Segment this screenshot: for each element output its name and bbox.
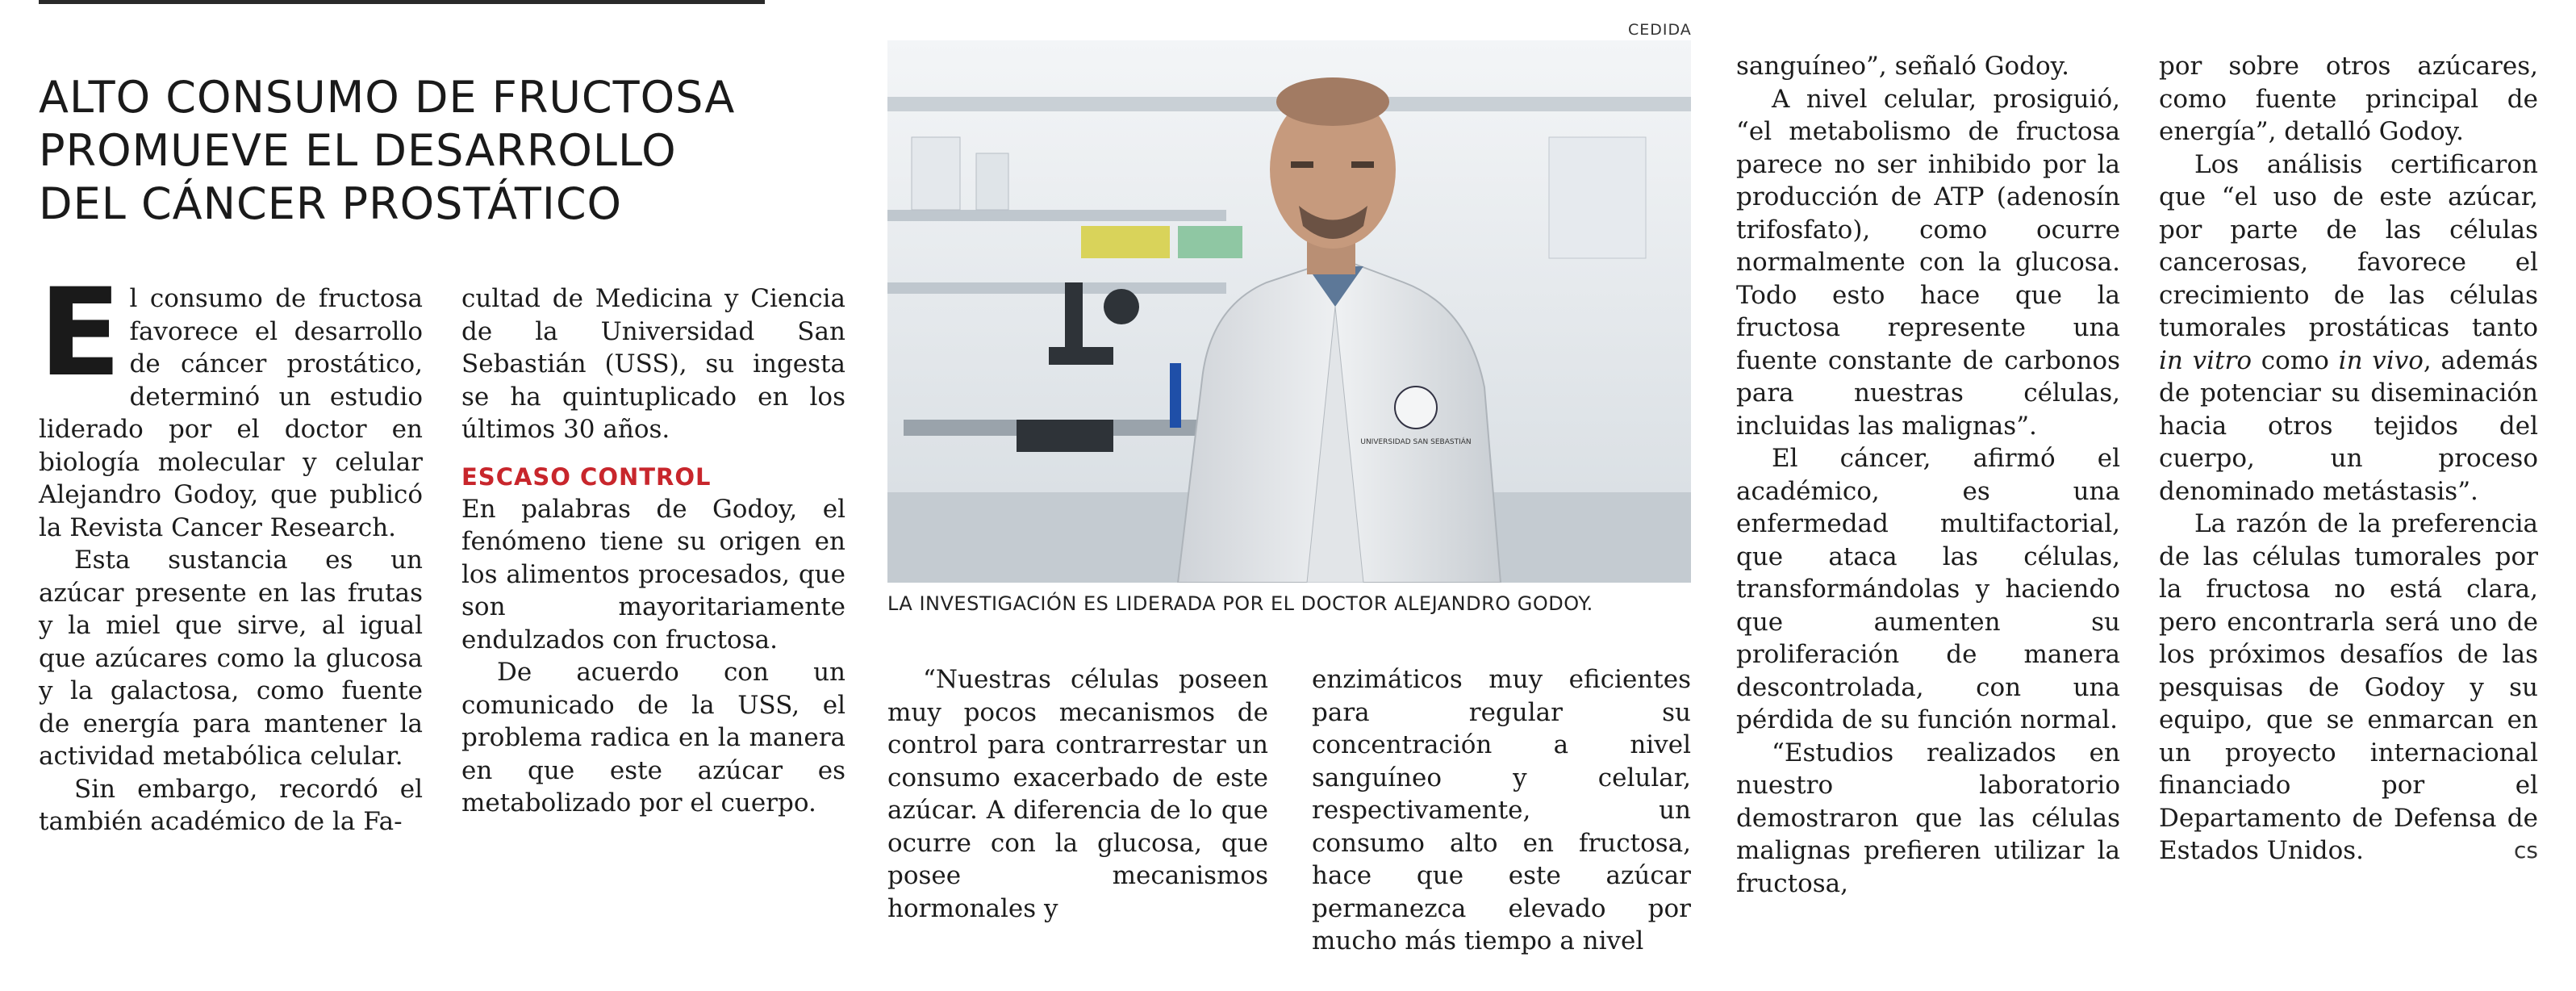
paragraph: enzimáticos muy eficientes para regular su concentración a nivel sanguíneo y celular, respectivamente, un consumo alto en fructosa, hace que este azúcar permanezca elevado por mucho más tiempo a nivel bbox=[1312, 665, 1691, 955]
photo-caption: LA INVESTIGACIÓN ES LIDERADA POR EL DOCTOR ALEJANDRO GODOY. bbox=[887, 592, 1593, 615]
headline-line-3: DEL CÁNCER PROSTÁTICO bbox=[39, 178, 623, 230]
paragraph bbox=[2159, 148, 2538, 508]
headline-line-1: ALTO CONSUMO DE FRUCTOSA bbox=[39, 72, 736, 123]
paragraph-text: l consumo de fructosa favorece el desarrollo de cáncer prostático, determinó un estudio liderado por el doctor en biología molecular y celular Alejandro Godoy, que publicó la Revista Cancer Research. bbox=[39, 284, 423, 542]
paragraph: De acuerdo con un comunicado de la USS, el problema radica en la manera en que este azúcar es metabolizado por el cuerpo. bbox=[461, 658, 845, 817]
headline bbox=[39, 71, 870, 231]
paragraph: El cáncer, afirmó el académico, es una enfermedad multifactorial, que ataca las células, transformándolas y haciendo que aumenten su proliferación de manera descontrolada, con una pérdida de su función normal. bbox=[1736, 444, 2120, 734]
paragraph: A nivel celular, prosiguió, “el metabolismo de fructosa parece no ser inhibido por la producción de ATP (adenosín trifosfato), como ocurre normalmente con la glucosa. Todo esto hace que la fructosa represente una fuente constante de carbonos para nuestras células, incluidas las malignas”. bbox=[1736, 84, 2120, 441]
section-subhead: ESCASO CONTROL bbox=[461, 462, 712, 491]
paragraph: cultad de Medicina y Ciencia de la Universidad San Sebastián (USS), su ingesta se ha quintuplicado en los últimos 30 años. bbox=[461, 284, 845, 444]
article-photo bbox=[887, 40, 1691, 583]
photo-credit: CEDIDA bbox=[1628, 21, 1692, 39]
paragraph: Esta sustancia es un azúcar presente en las frutas y la miel que sirve, al igual que azúcares como la glucosa y la galactosa, como fuente de energía para mantener la actividad metabólica celular. bbox=[39, 546, 423, 771]
drop-cap: E bbox=[39, 263, 122, 404]
text-run: Los análisis certificaron que “el uso de este azúcar, por parte de las células cancerosas, favorece el crecimiento de las células tumorales prostáticas tanto bbox=[2159, 149, 2538, 342]
italic-term: in vitro bbox=[2159, 345, 2252, 375]
paragraph: “Estudios realizados en nuestro laboratorio demostraron que las células malignas prefieren utilizar la fructosa, bbox=[1736, 738, 2120, 898]
column-5 bbox=[1736, 50, 2120, 900]
column-3 bbox=[887, 663, 1268, 925]
column-1 bbox=[39, 263, 423, 838]
paragraph: “Nuestras células poseen muy pocos mecanismos de control para contrarrestar un consumo exacerbado de este azúcar. A diferencia de lo que ocurre con la glucosa, que posee mecanismos hormonales y bbox=[887, 665, 1268, 923]
end-mark-icon: cs bbox=[2514, 837, 2538, 863]
column-4 bbox=[1312, 663, 1691, 958]
paragraph bbox=[2159, 508, 2538, 868]
headline-line-2: PROMUEVE EL DESARROLLO bbox=[39, 125, 677, 177]
italic-term: in vivo bbox=[2338, 345, 2424, 375]
text-run: La razón de la preferencia de las células tumorales por la fructosa no está clara, pero encontrarla será uno de los próximos desafíos de las pesquisas de Godoy y su equipo, que se enmarcan en un proyecto internacional financiado por el Departamento de Defensa de Estados Unidos. bbox=[2159, 509, 2538, 865]
paragraph-lead bbox=[39, 263, 423, 544]
paragraph: sanguíneo”, señaló Godoy. bbox=[1736, 52, 2069, 81]
text-run: como bbox=[2252, 345, 2339, 375]
paragraph: por sobre otros azúcares, como fuente principal de energía”, detalló Godoy. bbox=[2159, 52, 2538, 146]
text-run: , además de potenciar su diseminación hacia otros tejidos del cuerpo, un proceso denominado metástasis”. bbox=[2159, 345, 2539, 506]
lab-scene-illustration bbox=[887, 40, 1691, 583]
coat-badge-text: UNIVERSIDAD SAN SEBASTIÁN bbox=[1360, 438, 1472, 446]
paragraph: Sin embargo, recordó el también académico de la Fa- bbox=[39, 774, 423, 836]
paragraph: En palabras de Godoy, el fenómeno tiene su origen en los alimentos procesados, que son mayoritariamente endulzados con fructosa. bbox=[461, 494, 845, 654]
column-6 bbox=[2159, 50, 2538, 868]
top-rule bbox=[39, 0, 765, 4]
column-2 bbox=[461, 282, 845, 820]
